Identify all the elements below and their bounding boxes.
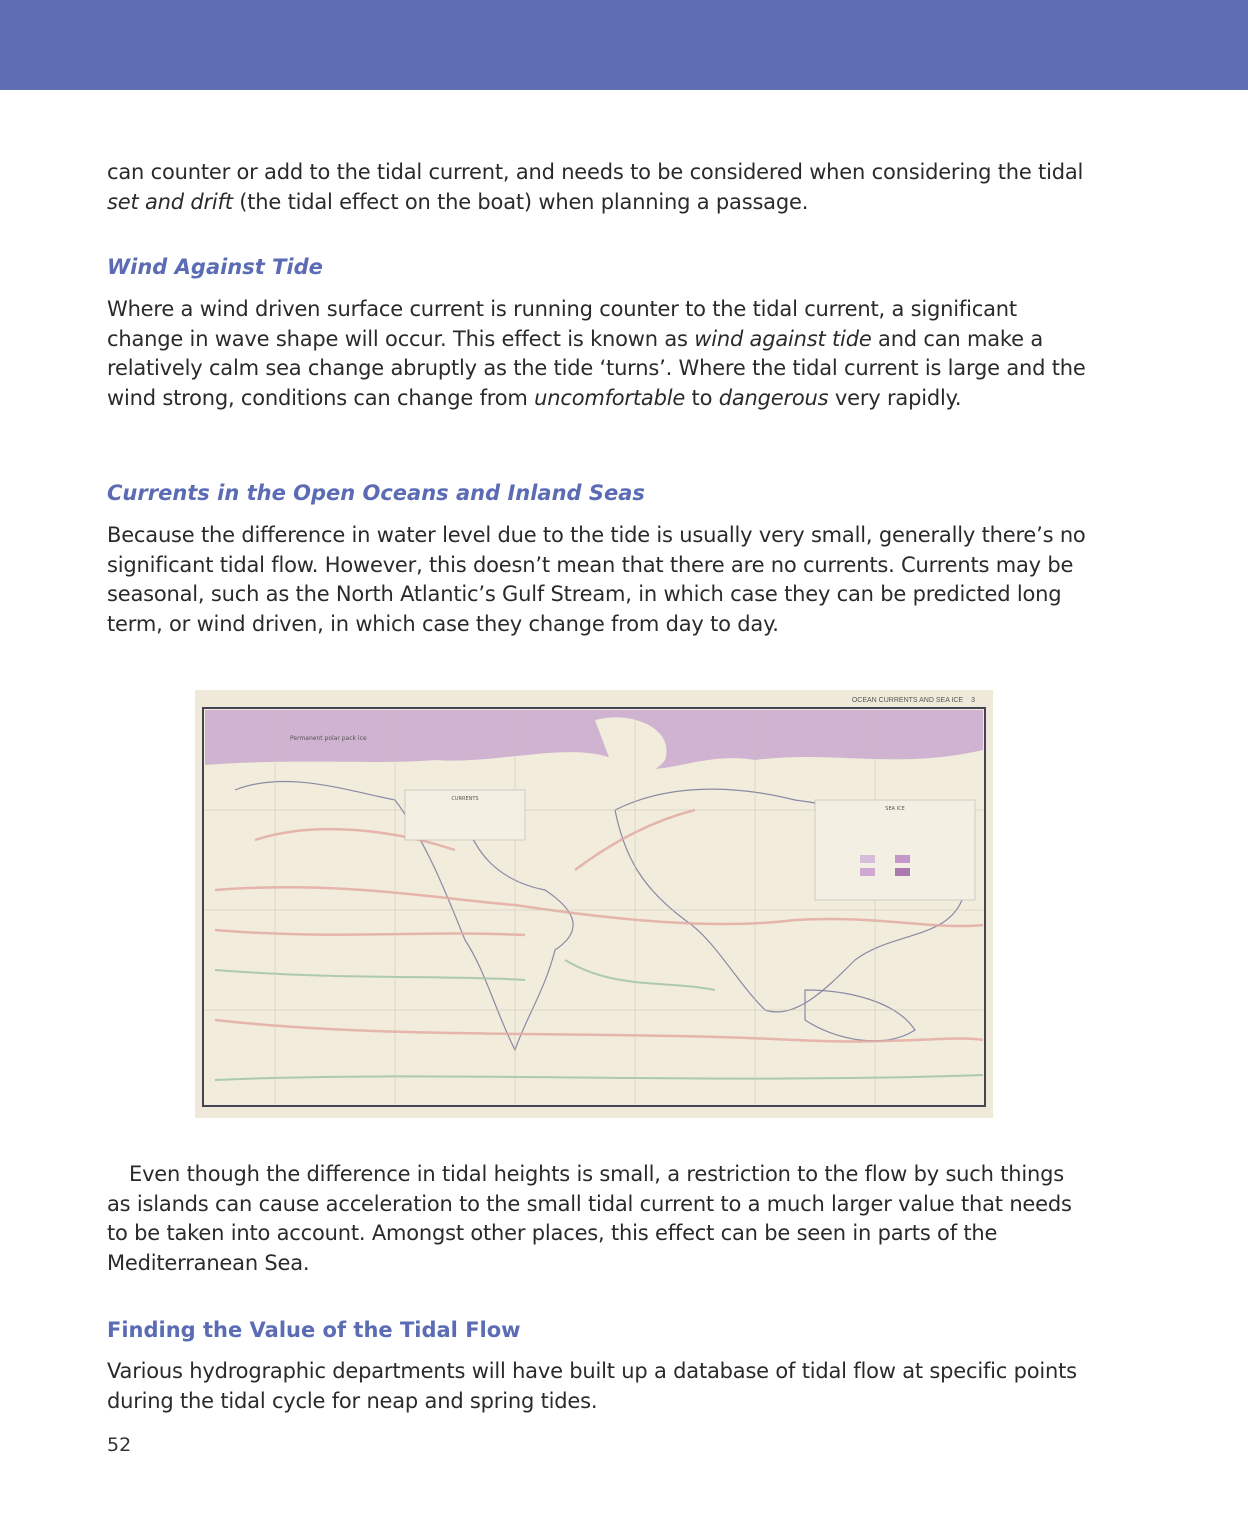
text: very rapidly. [828, 385, 962, 410]
paragraph-intro [107, 158, 1087, 217]
text: (the tidal effect on the boat) when planning a passage. [232, 189, 809, 214]
paragraph-open-oceans: Because the difference in water level due to the tide is usually very small, generally there’s no significant tidal flow. However, this doesn’t mean that there are no currents. Currents may be seasonal, such as the North Atlantic’s Gulf Stream, in which case they can be predicted long term, or wind driven, in which case they change from day to day. [107, 523, 1086, 636]
ocean-currents-map [195, 690, 993, 1118]
text: to [685, 385, 719, 410]
text: Where a wind driven surface current is running counter to the tidal current, a significant change in wave shape will occur. This effect is known as [107, 297, 1017, 351]
paragraph-wind-against-tide [107, 295, 1087, 413]
heading-tidal-flow: Finding the Value of the Tidal Flow [107, 1318, 521, 1342]
text: can counter or add to the tidal current, and needs to be considered when considering the tidal [107, 160, 1084, 184]
emphasis: uncomfortable [534, 385, 686, 410]
emphasis: dangerous [718, 385, 829, 410]
svg-text:OCEAN CURRENTS AND SEA ICE3 [852, 697, 975, 704]
map-legend-ice: SEA ICE [885, 806, 905, 812]
paragraph-tidal-flow: Various hydrographic departments will have built up a database of tidal flow at specific points during the tidal cycle for neap and spring tides. [107, 1359, 1077, 1413]
map-plate: 3 [971, 697, 975, 704]
page-number: 52 [107, 1434, 132, 1456]
emphasis: wind against tide [694, 326, 872, 351]
text: and can make a relatively calm sea change abruptly as the tide ‘turns’. Where the tidal current is large and the wind strong, conditions can change from [107, 326, 1086, 410]
emphasis: set and drift [107, 189, 233, 214]
heading-open-oceans: Currents in the Open Oceans and Inland Seas [107, 481, 645, 505]
map-ice-label: Permanent polar pack ice [290, 735, 367, 742]
paragraph-restriction: Even though the difference in tidal heights is small, a restriction to the flow by such things as islands can cause acceleration to the small tidal current to a much larger value that needs to be taken into account. Amongst other places, this effect can be seen in parts of the Mediterranean Sea. [107, 1162, 1072, 1275]
map-legend-currents: CURRENTS [451, 796, 479, 802]
header-bar [0, 0, 1248, 90]
heading-wind-against-tide: Wind Against Tide [107, 255, 323, 279]
map-title: OCEAN CURRENTS AND SEA ICE [851, 697, 964, 704]
